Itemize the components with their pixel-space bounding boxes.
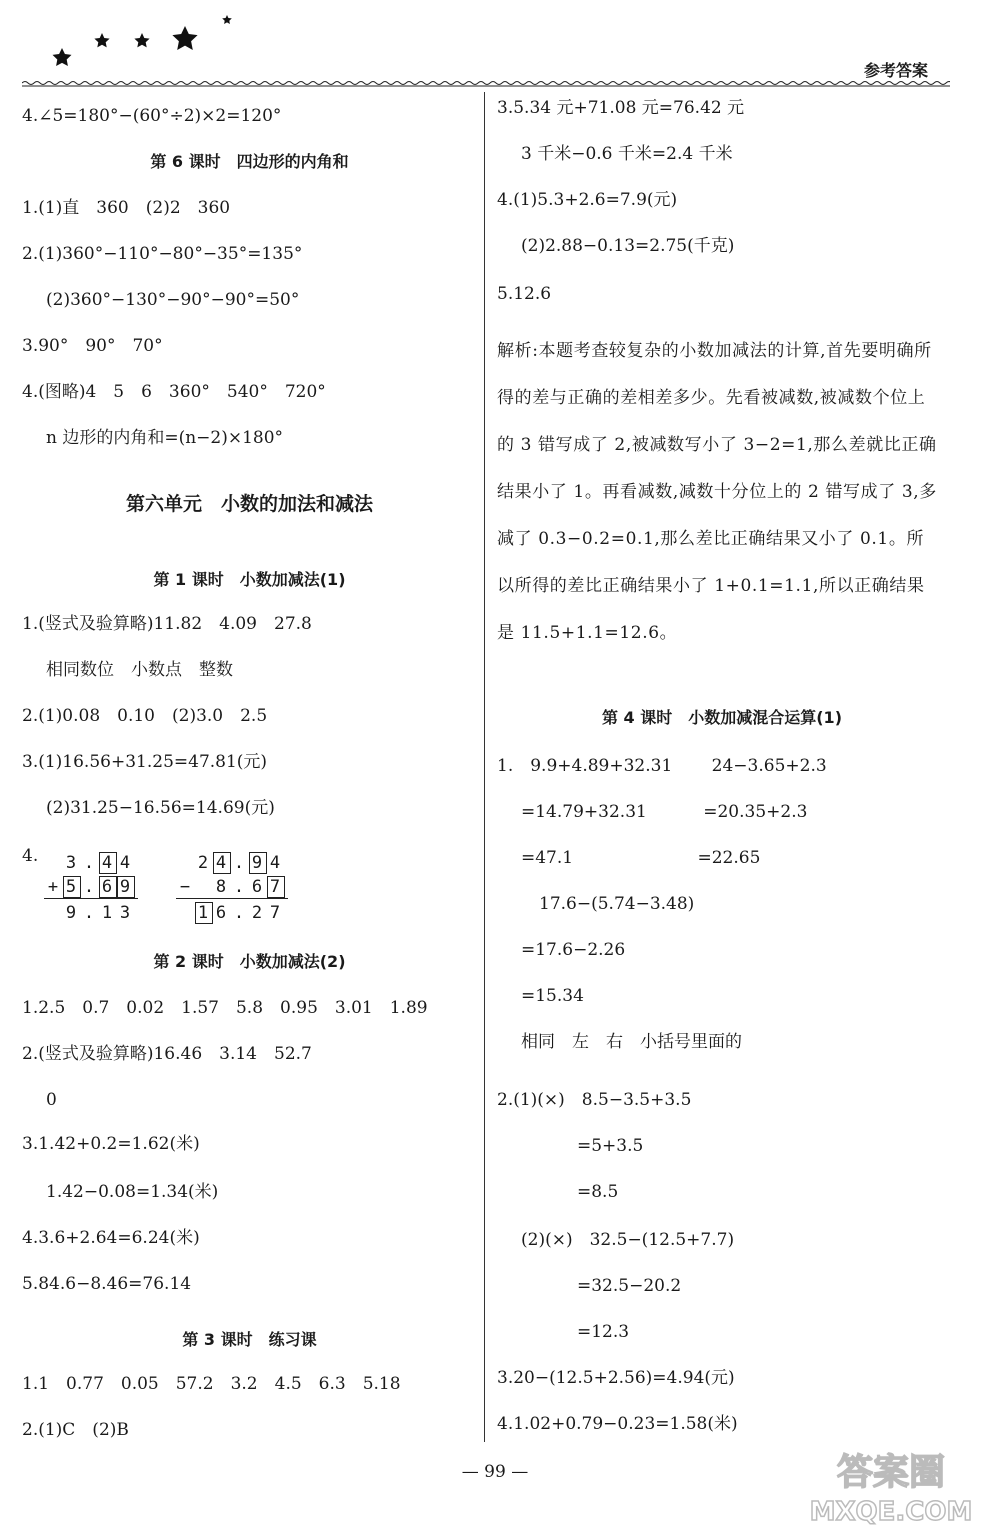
calc-digit: 4 [119, 853, 131, 873]
watermark-logo [806, 1440, 976, 1530]
answer-line: 5.84.6−8.46=76.14 [22, 1274, 192, 1294]
answer-line: 3.5.34 元+71.08 元=76.42 元 [497, 98, 745, 118]
answer-line: 1.(1)直 360 (2)2 360 [22, 198, 231, 218]
answer-line: 2.(竖式及验算略)16.46 3.14 52.7 [22, 1044, 312, 1064]
answer-line: =5+3.5 [577, 1136, 644, 1156]
svg-text:MXQE.COM: MXQE.COM [809, 1497, 973, 1527]
lesson-heading: 第 3 课时 练习课 [182, 1330, 317, 1349]
answer-line: 0 [46, 1090, 57, 1110]
answer-line: 4.(图略)4 5 6 360° 540° 720° [22, 382, 326, 402]
calc-row [44, 852, 136, 874]
calc-digit: . [83, 877, 95, 897]
answer-line: 3.20−(12.5+2.56)=4.94(元) [497, 1368, 735, 1388]
answer-line: 2.(1)(×) 8.5−3.5+3.5 [497, 1090, 692, 1110]
answer-line: 4.1.02+0.79−0.23=1.58(米) [497, 1414, 738, 1434]
calc-digit: 4 [215, 853, 227, 873]
header-title: 参考答案 [863, 61, 928, 80]
calc-digit: . [233, 903, 245, 923]
star-icon [53, 48, 72, 66]
star-icon [172, 26, 197, 50]
answer-line: 2.(1)C (2)B [22, 1420, 129, 1440]
calc-digit: . [233, 853, 245, 873]
answer-line: 1.42−0.08=1.34(米) [46, 1182, 219, 1202]
answer-line: 17.6−(5.74−3.48) [539, 894, 695, 914]
answer-line: 4.3.6+2.64=6.24(米) [22, 1228, 200, 1248]
calc-digit: . [83, 903, 95, 923]
calc-digit: 9 [119, 877, 131, 897]
calc-digit: . [233, 877, 245, 897]
answer-line: 3.(1)16.56+31.25=47.81(元) [22, 752, 268, 772]
operator-sign: − [179, 877, 191, 897]
operator-sign: + [47, 877, 59, 897]
calc-digit: 6 [101, 877, 113, 897]
answer-line: 3 千米−0.6 千米=2.4 千米 [521, 144, 733, 164]
calc-digit: 3 [119, 903, 131, 923]
calc-digit: . [83, 853, 95, 873]
answer-line: 1. 9.9+4.89+32.31 24−3.65+2.3 [497, 756, 827, 776]
page-number: — 99 — [461, 1462, 529, 1482]
answer-line: 4.∠5=180°−(60°÷2)×2=120° [22, 106, 282, 126]
answer-line: 4. [22, 846, 39, 866]
answer-line: 2.(1)0.08 0.10 (2)3.0 2.5 [22, 706, 268, 726]
star-icon [134, 33, 149, 47]
answer-line: (2)31.25−16.56=14.69(元) [46, 798, 275, 818]
answer-line: =47.1 =22.65 [521, 848, 761, 868]
calc-digit: 9 [65, 903, 77, 923]
decorative-stars [40, 10, 260, 70]
answer-line: =17.6−2.26 [521, 940, 626, 960]
star-icon [94, 33, 109, 47]
lesson-heading: 第 2 课时 小数加减法(2) [153, 952, 346, 971]
answer-line: 3.1.42+0.2=1.62(米) [22, 1134, 200, 1154]
calc-digit: 7 [269, 877, 281, 897]
answer-line: 2.(1)360°−110°−80°−35°=135° [22, 244, 303, 264]
answer-line: 1.2.5 0.7 0.02 1.57 5.8 0.95 3.01 1.89 [22, 998, 428, 1018]
vertical-addition [44, 852, 144, 924]
calc-row [44, 876, 136, 898]
calc-digit: 9 [251, 853, 263, 873]
column-divider [484, 92, 485, 1442]
vertical-subtraction [176, 852, 296, 924]
calc-row [44, 902, 136, 924]
calc-digit: 3 [65, 853, 77, 873]
calc-digit: 7 [269, 903, 281, 923]
answer-line: 相同数位 小数点 整数 [46, 660, 233, 680]
lesson-heading: 第 1 课时 小数加减法(1) [153, 570, 346, 589]
answer-line: =32.5−20.2 [577, 1276, 682, 1296]
answer-line: 1.(竖式及验算略)11.82 4.09 27.8 [22, 614, 312, 634]
answer-line: (2)(×) 32.5−(12.5+7.7) [521, 1230, 735, 1250]
answer-line: =14.79+32.31 =20.35+2.3 [521, 802, 808, 822]
calc-digit: 1 [197, 903, 209, 923]
answer-line: =15.34 [521, 986, 584, 1006]
answer-line: n 边形的内角和=(n−2)×180° [46, 428, 284, 448]
calc-row [176, 876, 286, 898]
calc-digit: 2 [197, 853, 209, 873]
calc-rule [44, 898, 138, 899]
calc-rule [176, 898, 288, 899]
star-icon [222, 15, 232, 24]
calc-row [176, 902, 286, 924]
calc-digit: 1 [101, 903, 113, 923]
answer-line: =8.5 [577, 1182, 619, 1202]
calc-row [176, 852, 286, 874]
calc-digit: 5 [65, 877, 77, 897]
calc-digit: 4 [101, 853, 113, 873]
calc-digit: 6 [215, 903, 227, 923]
answer-line: 相同 左 右 小括号里面的 [521, 1032, 742, 1052]
explanation-paragraph: 解析:本题考查较复杂的小数加减法的计算,首先要明确所得的差与正确的差相差多少。先看被减数,被减数个位上的 3 错写成了 2,被减数写小了 3−2=1,那么差就比正确结果小了 1。再看减数,减数十分位上的 2 错写成了 3,多减了 0.3−0.2=0.1,那么差比正确结果又小了 0.1。所以所得的差比正确结果小了 1+0.1=1.1,所以正确结果是 11.5+1.1=12.6。 [497, 341, 937, 643]
calc-digit: 6 [251, 877, 263, 897]
answer-line: (2)360°−130°−90°−90°=50° [46, 290, 300, 310]
header-wavy-rule [22, 80, 950, 88]
answer-line: =12.3 [577, 1322, 630, 1342]
calc-digit: 4 [269, 853, 281, 873]
answer-line: (2)2.88−0.13=2.75(千克) [521, 236, 735, 256]
lesson-heading: 第 4 课时 小数加减混合运算(1) [601, 708, 843, 727]
answer-line: 1.1 0.77 0.05 57.2 3.2 4.5 6.3 5.18 [22, 1374, 401, 1394]
answer-line: 5.12.6 [497, 284, 552, 304]
lesson-heading: 第 6 课时 四边形的内角和 [150, 152, 349, 171]
calc-digit: 8 [215, 877, 227, 897]
answer-line: 4.(1)5.3+2.6=7.9(元) [497, 190, 678, 210]
answer-line: 3.90° 90° 70° [22, 336, 163, 356]
svg-text:答案圈: 答案圈 [836, 1452, 946, 1493]
calc-digit: 2 [251, 903, 263, 923]
unit-heading: 第六单元 小数的加法和减法 [125, 493, 373, 515]
